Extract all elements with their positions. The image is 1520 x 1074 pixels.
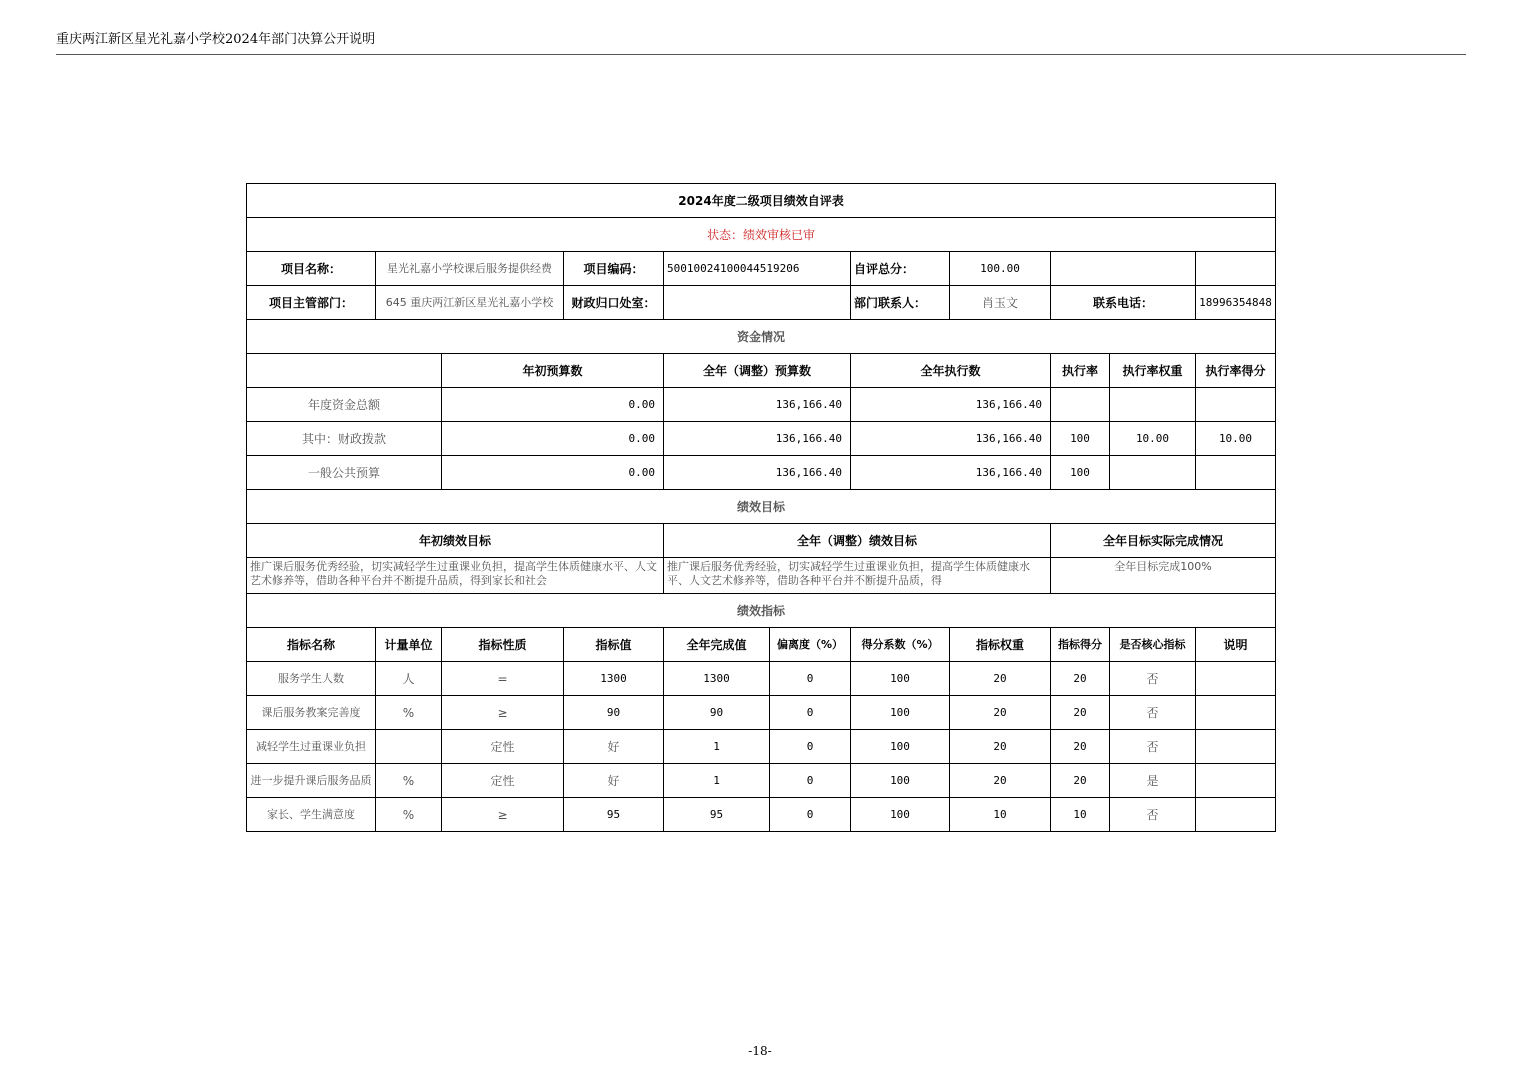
funds-header-row bbox=[247, 354, 1276, 388]
indicator-coef: 100 bbox=[851, 798, 950, 832]
indicator-note bbox=[1196, 730, 1276, 764]
goals-section-heading: 绩效目标 bbox=[247, 490, 1276, 524]
fund-adjusted: 136,166.40 bbox=[664, 388, 851, 422]
fund-name: 一般公共预算 bbox=[247, 456, 442, 490]
table-row bbox=[247, 696, 1276, 730]
dept-name: 645 重庆两江新区星光礼嘉小学校 bbox=[376, 286, 564, 320]
indicator-note bbox=[1196, 696, 1276, 730]
table-row bbox=[247, 388, 1276, 422]
indicator-weight: 10 bbox=[950, 798, 1051, 832]
fund-adjusted: 136,166.40 bbox=[664, 422, 851, 456]
indicator-unit: 人 bbox=[376, 662, 442, 696]
project-name: 星光礼嘉小学校课后服务提供经费 bbox=[376, 252, 564, 286]
indicator-nature: 定性 bbox=[442, 730, 564, 764]
dept-label: 项目主管部门： bbox=[247, 286, 376, 320]
fund-score bbox=[1196, 388, 1276, 422]
indicator-actual: 1 bbox=[664, 730, 770, 764]
col-header: 指标名称 bbox=[247, 628, 376, 662]
col-header: 指标性质 bbox=[442, 628, 564, 662]
indicator-name: 进一步提升课后服务品质 bbox=[247, 764, 376, 798]
fund-initial: 0.00 bbox=[442, 388, 664, 422]
col-header: 全年执行数 bbox=[851, 354, 1051, 388]
col-header: 得分系数（%） bbox=[851, 628, 950, 662]
table-row bbox=[247, 730, 1276, 764]
initial-goal-header: 年初绩效目标 bbox=[247, 524, 664, 558]
col-header: 是否核心指标 bbox=[1110, 628, 1196, 662]
fund-score bbox=[1196, 456, 1276, 490]
indicator-weight: 20 bbox=[950, 730, 1051, 764]
performance-evaluation-table bbox=[246, 183, 1276, 832]
table-title: 2024年度二级项目绩效自评表 bbox=[247, 184, 1276, 218]
indicator-note bbox=[1196, 662, 1276, 696]
table-row bbox=[247, 456, 1276, 490]
col-header: 偏离度（%） bbox=[770, 628, 851, 662]
indicator-deviation: 0 bbox=[770, 662, 851, 696]
fund-weight bbox=[1110, 456, 1196, 490]
contact-name: 肖玉文 bbox=[950, 286, 1051, 320]
indicator-weight: 20 bbox=[950, 696, 1051, 730]
indicator-score: 20 bbox=[1051, 696, 1110, 730]
indicator-coef: 100 bbox=[851, 696, 950, 730]
finance-value bbox=[664, 286, 851, 320]
indicator-score: 20 bbox=[1051, 730, 1110, 764]
col-header: 全年完成值 bbox=[664, 628, 770, 662]
adjusted-goal-header: 全年（调整）绩效目标 bbox=[664, 524, 1051, 558]
indicators-header-row bbox=[247, 628, 1276, 662]
fund-adjusted: 136,166.40 bbox=[664, 456, 851, 490]
col-header: 指标值 bbox=[564, 628, 664, 662]
indicator-nature: ≥ bbox=[442, 696, 564, 730]
col-header: 计量单位 bbox=[376, 628, 442, 662]
fund-executed: 136,166.40 bbox=[851, 388, 1051, 422]
col-header: 执行率 bbox=[1051, 354, 1110, 388]
indicator-value: 1300 bbox=[564, 662, 664, 696]
indicator-value: 好 bbox=[564, 730, 664, 764]
col-header: 指标得分 bbox=[1051, 628, 1110, 662]
finance-label: 财政归口处室： bbox=[564, 286, 664, 320]
col-header: 全年（调整）预算数 bbox=[664, 354, 851, 388]
indicator-core: 是 bbox=[1110, 764, 1196, 798]
indicator-actual: 90 bbox=[664, 696, 770, 730]
table-row bbox=[247, 662, 1276, 696]
indicator-deviation: 0 bbox=[770, 798, 851, 832]
fund-initial: 0.00 bbox=[442, 422, 664, 456]
indicator-coef: 100 bbox=[851, 764, 950, 798]
empty-cell bbox=[247, 354, 442, 388]
table-row bbox=[247, 422, 1276, 456]
col-header: 执行率得分 bbox=[1196, 354, 1276, 388]
phone-number: 18996354848 bbox=[1196, 286, 1276, 320]
indicator-score: 20 bbox=[1051, 662, 1110, 696]
indicator-weight: 20 bbox=[950, 662, 1051, 696]
fund-name: 年度资金总额 bbox=[247, 388, 442, 422]
fund-name: 其中：财政拨款 bbox=[247, 422, 442, 456]
indicators-section-heading: 绩效指标 bbox=[247, 594, 1276, 628]
indicator-nature: 定性 bbox=[442, 764, 564, 798]
funds-section-heading: 资金情况 bbox=[247, 320, 1276, 354]
fund-executed: 136,166.40 bbox=[851, 456, 1051, 490]
empty-cell bbox=[1196, 252, 1276, 286]
indicator-name: 家长、学生满意度 bbox=[247, 798, 376, 832]
indicator-coef: 100 bbox=[851, 730, 950, 764]
goals-row bbox=[247, 558, 1276, 594]
indicator-value: 好 bbox=[564, 764, 664, 798]
indicator-value: 90 bbox=[564, 696, 664, 730]
fund-rate: 100 bbox=[1051, 456, 1110, 490]
page-number: -18- bbox=[748, 1044, 772, 1058]
table-row bbox=[247, 764, 1276, 798]
fund-weight: 10.00 bbox=[1110, 422, 1196, 456]
indicator-actual: 1 bbox=[664, 764, 770, 798]
col-header: 说明 bbox=[1196, 628, 1276, 662]
indicator-nature: = bbox=[442, 662, 564, 696]
indicator-core: 否 bbox=[1110, 730, 1196, 764]
fund-initial: 0.00 bbox=[442, 456, 664, 490]
table-row bbox=[247, 798, 1276, 832]
project-name-label: 项目名称： bbox=[247, 252, 376, 286]
project-code: 50010024100044519206 bbox=[664, 252, 851, 286]
indicator-name: 减轻学生过重课业负担 bbox=[247, 730, 376, 764]
indicator-unit bbox=[376, 730, 442, 764]
indicator-note bbox=[1196, 798, 1276, 832]
fund-executed: 136,166.40 bbox=[851, 422, 1051, 456]
indicator-value: 95 bbox=[564, 798, 664, 832]
indicator-score: 20 bbox=[1051, 764, 1110, 798]
fund-rate bbox=[1051, 388, 1110, 422]
actual-goal-text: 全年目标完成100% bbox=[1051, 558, 1276, 594]
indicator-coef: 100 bbox=[851, 662, 950, 696]
indicator-nature: ≥ bbox=[442, 798, 564, 832]
indicator-actual: 1300 bbox=[664, 662, 770, 696]
indicator-unit: % bbox=[376, 764, 442, 798]
indicator-core: 否 bbox=[1110, 798, 1196, 832]
indicator-note bbox=[1196, 764, 1276, 798]
contact-label: 部门联系人： bbox=[851, 286, 950, 320]
indicator-deviation: 0 bbox=[770, 696, 851, 730]
indicator-unit: % bbox=[376, 798, 442, 832]
indicator-core: 否 bbox=[1110, 662, 1196, 696]
indicator-weight: 20 bbox=[950, 764, 1051, 798]
status-badge: 状态：绩效审核已审 bbox=[247, 218, 1276, 252]
indicator-name: 服务学生人数 bbox=[247, 662, 376, 696]
indicator-unit: % bbox=[376, 696, 442, 730]
fund-score: 10.00 bbox=[1196, 422, 1276, 456]
info-row bbox=[247, 286, 1276, 320]
indicator-deviation: 0 bbox=[770, 730, 851, 764]
indicator-deviation: 0 bbox=[770, 764, 851, 798]
score-label: 自评总分： bbox=[851, 252, 950, 286]
adjusted-goal-text: 推广课后服务优秀经验，切实减轻学生过重课业负担，提高学生体质健康水平、人文艺术修养等，借助各种平台并不断提升品质，得 bbox=[664, 558, 1051, 594]
indicator-core: 否 bbox=[1110, 696, 1196, 730]
indicator-actual: 95 bbox=[664, 798, 770, 832]
total-score: 100.00 bbox=[950, 252, 1051, 286]
page-header: 重庆两江新区星光礼嘉小学校2024年部门决算公开说明 bbox=[56, 32, 1466, 55]
col-header: 指标权重 bbox=[950, 628, 1051, 662]
info-row bbox=[247, 252, 1276, 286]
phone-label: 联系电话： bbox=[1051, 286, 1196, 320]
col-header: 年初预算数 bbox=[442, 354, 664, 388]
empty-cell bbox=[1051, 252, 1196, 286]
initial-goal-text: 推广课后服务优秀经验，切实减轻学生过重课业负担，提高学生体质健康水平、人文艺术修养等，借助各种平台并不断提升品质，得到家长和社会 bbox=[247, 558, 664, 594]
indicator-score: 10 bbox=[1051, 798, 1110, 832]
goals-header-row bbox=[247, 524, 1276, 558]
actual-goal-header: 全年目标实际完成情况 bbox=[1051, 524, 1276, 558]
fund-weight bbox=[1110, 388, 1196, 422]
indicator-name: 课后服务教案完善度 bbox=[247, 696, 376, 730]
project-code-label: 项目编码： bbox=[564, 252, 664, 286]
fund-rate: 100 bbox=[1051, 422, 1110, 456]
col-header: 执行率权重 bbox=[1110, 354, 1196, 388]
